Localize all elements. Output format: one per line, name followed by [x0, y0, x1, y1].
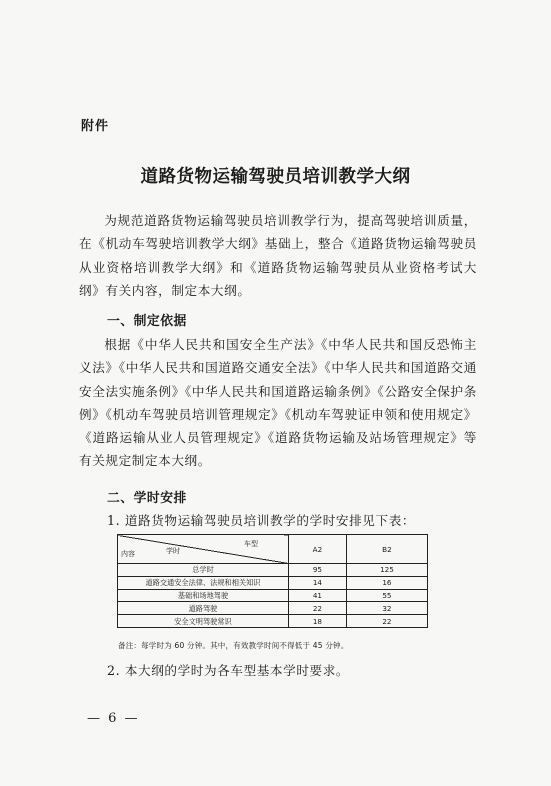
cell-b2: 16	[346, 576, 427, 589]
cell-a2: 41	[289, 589, 347, 602]
table-row	[118, 576, 428, 589]
row-label: 基础和场地驾驶	[118, 589, 289, 602]
intro-paragraph: 为规范道路货物运输驾驶员培训教学行为，提高驾驶培训质量，在《机动车驾驶培训教学大纲》基础上，整合《道路货物运输驾驶员从业资格培训教学大纲》和《道路货物运输驾驶员从业资格考试大纲》有关内容，制定本大纲。	[79, 213, 477, 298]
table-row	[118, 564, 428, 577]
page-number: — 6 —	[87, 711, 140, 726]
cell-a2: 95	[289, 564, 347, 577]
section2-heading: 二、学时安排	[107, 491, 187, 506]
cell-b2: 22	[346, 615, 427, 628]
section1-heading: 一、制定依据	[107, 314, 187, 329]
table-row	[118, 602, 428, 615]
column-header-a2: A2	[289, 535, 347, 564]
corner-content-label: 内容	[121, 550, 135, 558]
hours-table	[117, 534, 428, 628]
cell-b2: 55	[346, 589, 427, 602]
row-label: 安全文明驾驶常识	[118, 615, 289, 628]
table-corner-cell	[118, 535, 289, 564]
attachment-label: 附件	[81, 119, 110, 134]
cell-b2: 125	[346, 564, 427, 577]
corner-vehicle-label: 车型	[244, 540, 258, 548]
table-note: 备注：每学时为 60 分钟。其中，有效教学时间不得低于 45 分钟。	[118, 641, 349, 650]
table-row	[118, 615, 428, 628]
cell-a2: 18	[289, 615, 347, 628]
cell-a2: 22	[289, 602, 347, 615]
section1-body: 根据《中华人民共和国安全生产法》《中华人民共和国反恐怖主义法》《中华人民共和国道路交通安全法》《中华人民共和国道路交通安全法实施条例》《中华人民共和国道路运输条例》《公路安全保护条例》《机动车驾驶员培训管理规定》《机动车驾驶证申领和使用规定》《道路运输从业人员管理规定》《道路货物运输及站场管理规定》等有关规定制定本大纲。	[79, 337, 477, 469]
document-title: 道路货物运输驾驶员培训教学大纲	[140, 167, 411, 187]
table-row	[118, 589, 428, 602]
row-label: 道路交通安全法律、法规和相关知识	[118, 576, 289, 589]
table-header-row	[118, 535, 428, 564]
row-label: 道路驾驶	[118, 602, 289, 615]
column-header-b2: B2	[346, 535, 427, 564]
corner-hours-label: 学时	[166, 547, 180, 555]
cell-a2: 14	[289, 576, 347, 589]
section2-item1: 1. 道路货物运输驾驶员培训教学的学时安排见下表：	[107, 513, 416, 528]
row-label: 总学时	[118, 564, 289, 577]
section2-item2: 2. 本大纲的学时为各车型基本学时要求。	[107, 663, 350, 678]
cell-b2: 32	[346, 602, 427, 615]
